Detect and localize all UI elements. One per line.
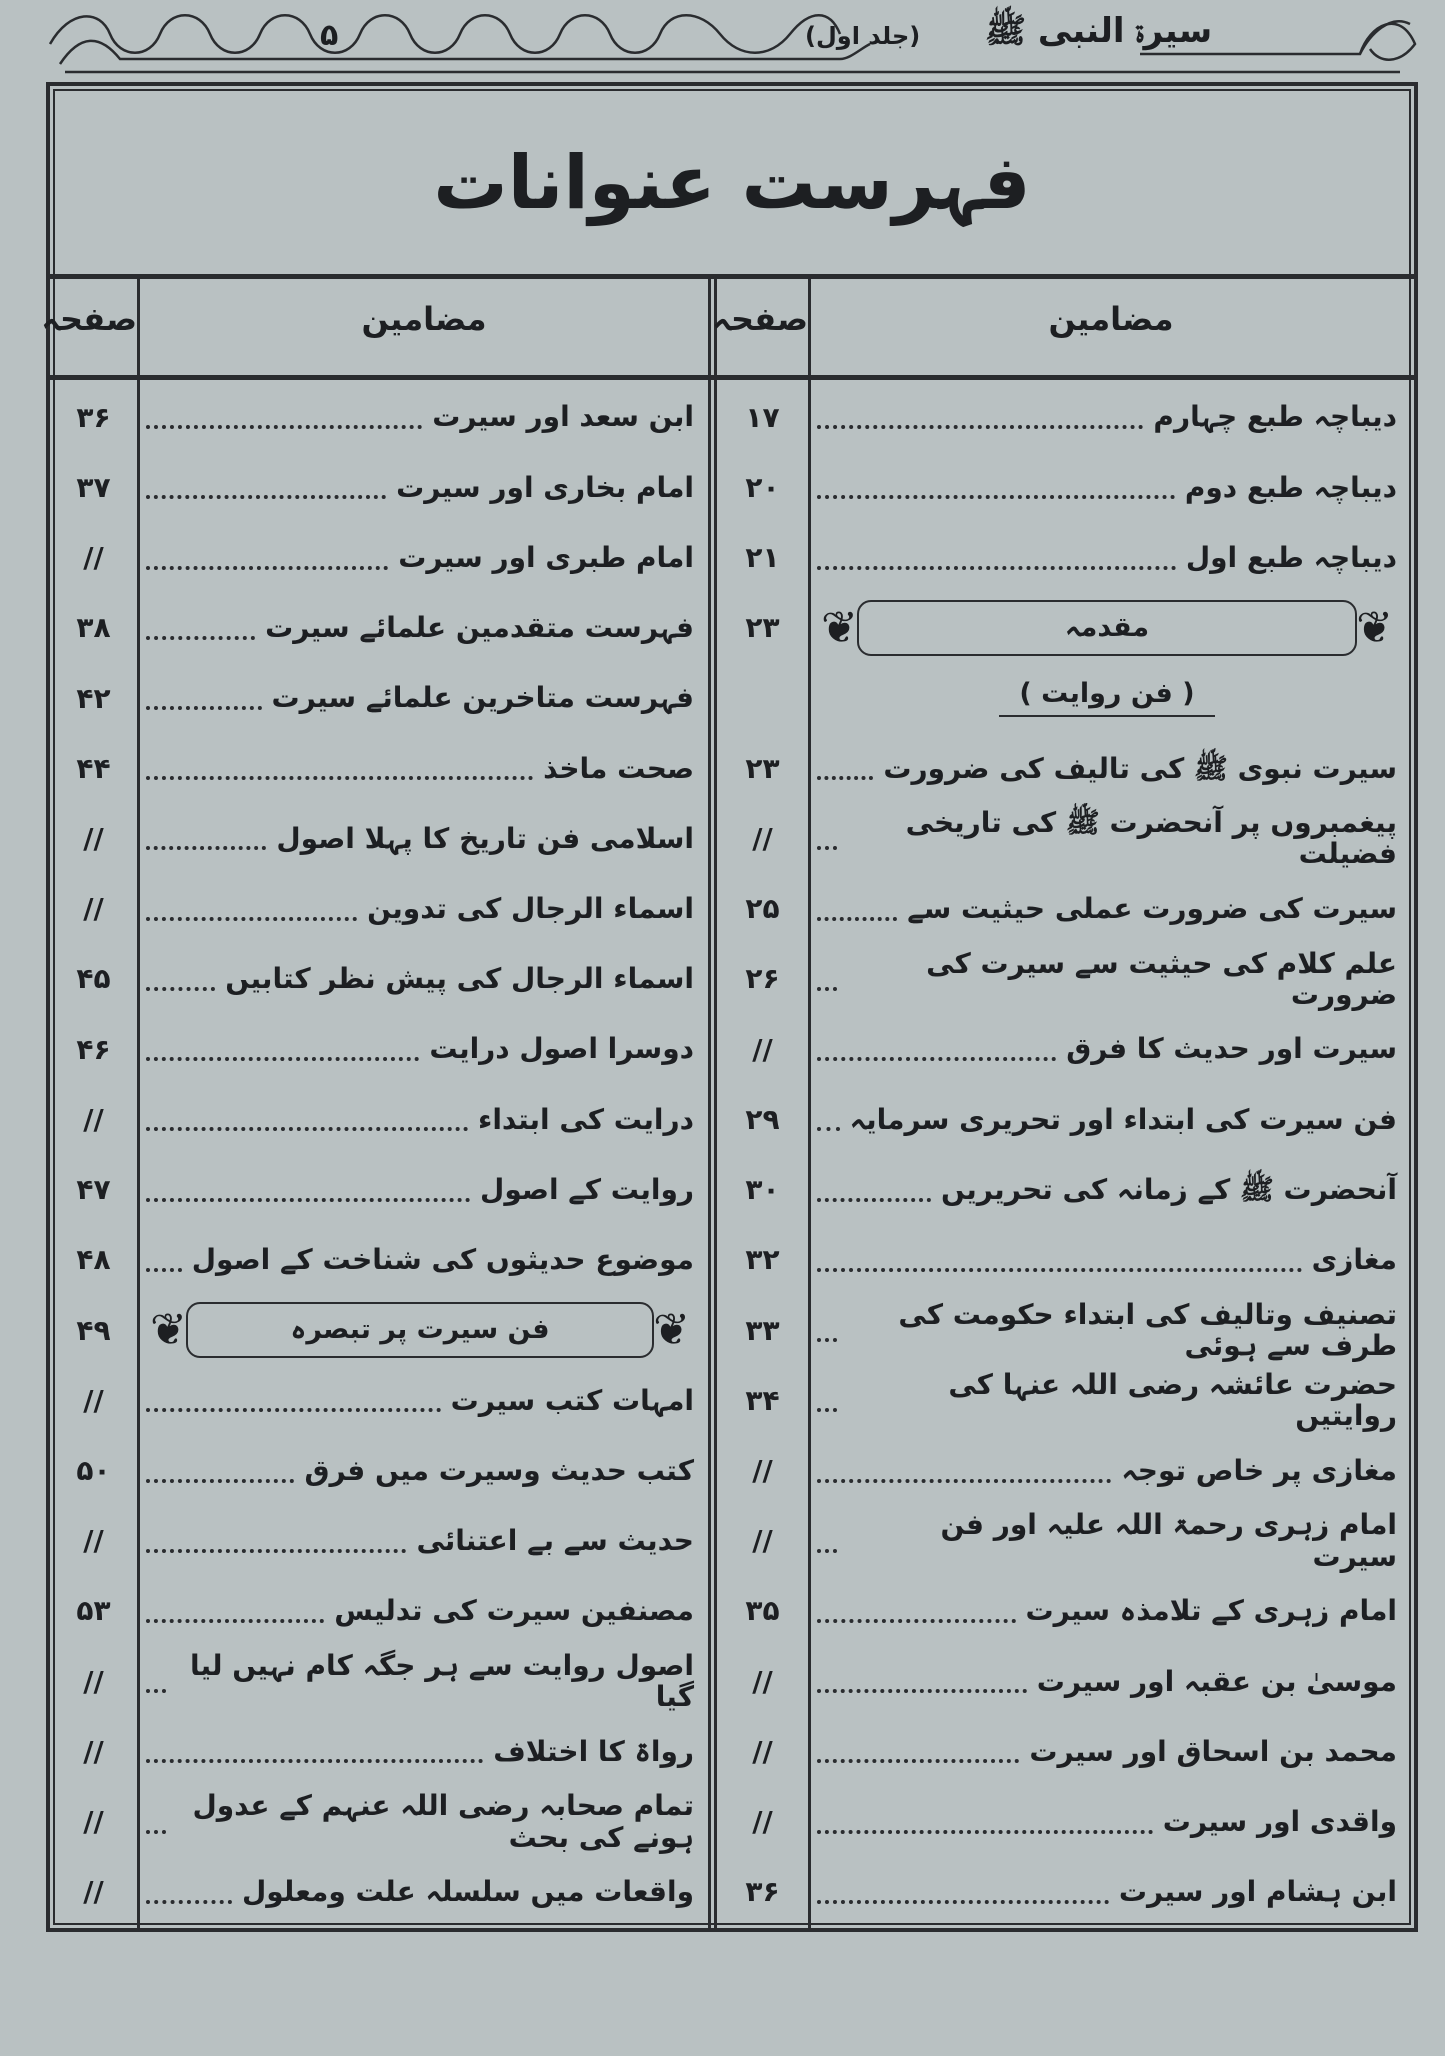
dot-leader: [146, 1268, 182, 1272]
page-title: فہرست عنوانات: [433, 140, 1031, 226]
toc-page-number: //: [83, 1664, 104, 1698]
right-page-heading: صفحہ: [712, 300, 808, 338]
toc-entry[interactable]: [811, 1506, 1411, 1576]
toc-entry-title: امام طبری اور سیرت: [398, 540, 694, 574]
toc-entry-title: امہات کتب سیرت: [450, 1383, 694, 1417]
toc-page-number: ۴۲: [76, 681, 111, 715]
toc-entry[interactable]: [811, 1787, 1411, 1857]
toc-entry[interactable]: [811, 1225, 1411, 1295]
toc-entry-title: آنحضرت ﷺ کے زمانہ کی تحریریں: [941, 1172, 1397, 1206]
toc-entry[interactable]: [140, 1084, 708, 1154]
flourish-icon: ❦: [150, 1304, 187, 1356]
dot-leader: [817, 917, 897, 921]
toc-page-number: ۳۳: [745, 1313, 780, 1347]
toc-entry-title: رواۃ کا اختلاف: [493, 1734, 694, 1768]
toc-entry[interactable]: [140, 1435, 708, 1505]
toc-entry-title: فہرست متقدمین علمائے سیرت: [265, 611, 694, 645]
toc-entry[interactable]: [811, 803, 1411, 873]
dot-leader: [146, 706, 262, 710]
divider: [50, 274, 1414, 279]
toc-page-number: //: [83, 892, 104, 926]
toc-entry-title: دوسرا اصول درایت: [429, 1032, 694, 1066]
toc-entry-title: ابن ہشام اور سیرت: [1118, 1875, 1397, 1909]
toc-page-number: ۳۵: [745, 1594, 780, 1628]
volume-label: (جلد اول): [805, 22, 921, 50]
toc-entry[interactable]: [140, 1646, 708, 1716]
dot-leader: [817, 1830, 1153, 1834]
divider: [708, 278, 711, 1930]
toc-page-number: ۴۵: [76, 962, 111, 996]
dot-leader: [817, 1057, 1056, 1061]
toc-entry[interactable]: [140, 1225, 708, 1295]
toc-page-number: ۳۴: [745, 1383, 780, 1417]
toc-entry-title: دیباچہ طبع اول: [1185, 540, 1397, 574]
toc-page-number: ۵۰: [76, 1454, 111, 1488]
toc-page-number: ۴۶: [76, 1032, 111, 1066]
toc-entry[interactable]: [811, 1857, 1411, 1927]
toc-entry-title: کتب حدیث وسیرت میں فرق: [304, 1453, 694, 1487]
toc-page-number: //: [83, 821, 104, 855]
toc-entry-title: تمام صحابہ رضی اللہ عنہم کے عدول ہونے کی بحث: [192, 1789, 694, 1854]
toc-entry-title: موسیٰ بن عقبہ اور سیرت: [1036, 1664, 1397, 1698]
toc-entry-title: سیرت نبوی ﷺ کی تالیف کی ضرورت: [883, 751, 1397, 785]
toc-entry-title: محمد بن اسحاق اور سیرت: [1029, 1734, 1397, 1768]
toc-page-number: ۴۸: [76, 1243, 111, 1277]
dot-leader: [146, 846, 266, 850]
dot-leader: [146, 1198, 470, 1202]
right-page-column: [717, 382, 808, 1927]
left-topics-column: [140, 382, 708, 1927]
toc-entry[interactable]: [140, 593, 708, 663]
dot-leader: [146, 1057, 419, 1061]
toc-entry[interactable]: [140, 874, 708, 944]
toc-entry-title: واقدی اور سیرت: [1162, 1804, 1397, 1838]
dot-leader: [146, 1830, 166, 1834]
toc-page-number: [717, 663, 808, 733]
toc-entry[interactable]: [140, 1365, 708, 1435]
dot-leader: [146, 1549, 406, 1553]
toc-page-number: //: [83, 1524, 104, 1558]
toc-entry-title: اسماء الرجال کی تدوین: [367, 892, 694, 926]
left-page-column: [50, 382, 137, 1927]
toc-entry-title: مغازی: [1311, 1243, 1397, 1277]
toc-entry[interactable]: [811, 452, 1411, 522]
dot-leader: [817, 566, 1176, 570]
toc-entry-title: اصول روایت سے ہر جگہ کام نہیں لیا گیا: [190, 1648, 694, 1714]
toc-page-number: //: [83, 1805, 104, 1839]
dot-leader: [817, 1549, 837, 1553]
dot-leader: [146, 1479, 294, 1483]
toc-page-number: ۵۳: [76, 1594, 111, 1628]
toc-page-number: ۲۵: [745, 892, 780, 926]
page-number: ۵: [320, 18, 339, 53]
toc-entry-title: صحت ماخذ: [543, 751, 694, 785]
dot-leader: [146, 495, 386, 499]
toc-page-number: ۲۰: [745, 470, 780, 504]
toc-page-number: ۲۳: [745, 611, 780, 645]
toc-entry[interactable]: [140, 1506, 708, 1576]
toc-page-number: //: [752, 1664, 773, 1698]
section-heading[interactable]: [811, 593, 1411, 663]
toc-entry-title: فہرست متاخرین علمائے سیرت: [271, 681, 694, 715]
toc-entry[interactable]: [811, 1646, 1411, 1716]
toc-page-number: ۳۷: [76, 470, 111, 504]
right-topics-heading: مضامین: [1048, 300, 1174, 338]
dot-leader: [146, 636, 255, 640]
toc-entry-title: تصنیف وتالیف کی ابتداء حکومت کی طرف سے ہوئی: [898, 1297, 1397, 1363]
dot-leader: [817, 987, 837, 991]
section-box: [821, 600, 1393, 656]
toc-entry[interactable]: [811, 382, 1411, 452]
left-page-heading: صفحہ: [41, 300, 137, 338]
toc-entry[interactable]: [140, 522, 708, 592]
flourish-icon: ❦: [1356, 602, 1393, 654]
toc-page-number: ۲۶: [745, 962, 780, 996]
toc-page-number: //: [83, 1734, 104, 1768]
toc-page-number: ۳۶: [745, 1875, 780, 1909]
dot-leader: [146, 987, 215, 991]
toc-entry[interactable]: [811, 1154, 1411, 1224]
toc-entry[interactable]: [811, 874, 1411, 944]
toc-entry-title: مغازی پر خاص توجہ: [1121, 1453, 1397, 1487]
toc-entry[interactable]: [140, 663, 708, 733]
toc-entry[interactable]: [140, 1716, 708, 1786]
toc-page-number: ۲۳: [745, 751, 780, 785]
dot-leader: [146, 1689, 166, 1693]
toc-entry[interactable]: [140, 944, 708, 1014]
toc-entry-title: حضرت عائشہ رضی اللہ عنہا کی روایتیں: [948, 1367, 1397, 1433]
toc-page-number: ۳۸: [76, 611, 111, 645]
toc-entry[interactable]: [140, 1154, 708, 1224]
book-title: سیرۃ النبی ﷺ: [985, 11, 1213, 51]
toc-entry-title: پیغمبروں پر آنحضرت ﷺ کی تاریخی فضیلت: [905, 806, 1397, 871]
toc-entry[interactable]: [140, 1857, 708, 1927]
section-title: مقدمہ: [1064, 611, 1150, 643]
dot-leader: [146, 1127, 468, 1131]
toc-entry[interactable]: [811, 733, 1411, 803]
dot-leader: [817, 425, 1143, 429]
toc-page-number: //: [752, 1032, 773, 1066]
toc-entry-title: امام زہری کے تلامذہ سیرت: [1025, 1594, 1397, 1628]
toc-page-number: //: [83, 1875, 104, 1909]
dot-leader: [817, 1198, 931, 1202]
toc-page-number: //: [752, 1454, 773, 1488]
dot-leader: [817, 1759, 1019, 1763]
toc-page-number: //: [83, 541, 104, 575]
toc-entry[interactable]: [140, 1576, 708, 1646]
dot-leader: [817, 495, 1175, 499]
dot-leader: [146, 917, 357, 921]
toc-page-number: ۳۰: [745, 1173, 780, 1207]
toc-entry-title: روایت کے اصول: [480, 1172, 694, 1206]
toc-entry-title: امام بخاری اور سیرت: [396, 470, 694, 504]
dot-leader: [146, 566, 388, 570]
left-topics-heading: مضامین: [361, 300, 487, 338]
toc-entry-title: سیرت اور حدیث کا فرق: [1066, 1032, 1397, 1066]
subsection-heading[interactable]: [811, 663, 1411, 733]
dot-leader: [146, 776, 533, 780]
toc-entry[interactable]: [811, 522, 1411, 592]
toc-page-number: //: [752, 821, 773, 855]
toc-entry-title: سیرت کی ضرورت عملی حیثیت سے: [907, 892, 1397, 926]
toc-page-number: //: [83, 1102, 104, 1136]
toc-entry-title: مصنفین سیرت کی تدلیس: [334, 1594, 694, 1628]
toc-page-number: ۳۲: [745, 1243, 780, 1277]
dot-leader: [817, 1408, 837, 1412]
flourish-icon: ❦: [821, 602, 858, 654]
section-box: [150, 1302, 690, 1358]
toc-page-number: //: [752, 1734, 773, 1768]
toc-entry[interactable]: [811, 944, 1411, 1014]
toc-page-number: ۱۷: [745, 400, 780, 434]
dot-leader: [817, 1689, 1027, 1693]
toc-page-number: ۴۹: [76, 1313, 111, 1347]
dot-leader: [817, 776, 873, 780]
dot-leader: [146, 1619, 324, 1623]
toc-entry-title: دیباچہ طبع چہارم: [1153, 400, 1397, 434]
toc-entry-title: درایت کی ابتداء: [478, 1102, 694, 1136]
dot-leader: [817, 1479, 1111, 1483]
toc-entry-title: واقعات میں سلسلہ علت ومعلول: [241, 1875, 694, 1909]
dot-leader: [817, 1619, 1016, 1623]
toc-page-number: //: [752, 1524, 773, 1558]
dot-leader: [817, 1127, 840, 1131]
right-topics-column: [811, 382, 1411, 1927]
toc-entry-title: دیباچہ طبع دوم: [1184, 470, 1397, 504]
section-heading[interactable]: [140, 1295, 708, 1365]
dot-leader: [146, 1759, 483, 1763]
toc-page-number: ۳۶: [76, 400, 111, 434]
toc-entry-title: فن سیرت کی ابتداء اور تحریری سرمایہ: [849, 1102, 1397, 1136]
toc-entry[interactable]: [140, 1014, 708, 1084]
toc-entry-title: امام زہری رحمۃ اللہ علیہ اور فن سیرت: [940, 1508, 1397, 1573]
toc-page-number: //: [83, 1383, 104, 1417]
flourish-icon: ❦: [653, 1304, 690, 1356]
toc-entry[interactable]: [811, 1576, 1411, 1646]
dot-leader: [817, 1268, 1302, 1272]
toc-entry[interactable]: [140, 452, 708, 522]
decorative-header-border: [40, 4, 1420, 82]
toc-page-number: //: [752, 1805, 773, 1839]
toc-entry[interactable]: [140, 382, 708, 452]
toc-entry[interactable]: [140, 1787, 708, 1857]
subsection-title: ( فن روایت ): [999, 679, 1214, 717]
dot-leader: [146, 1900, 232, 1904]
toc-entry-title: علم کلام کی حیثیت سے سیرت کی ضرورت: [926, 946, 1397, 1011]
dot-leader: [817, 1900, 1109, 1904]
dot-leader: [817, 846, 837, 850]
toc-page-number: ۴۷: [76, 1173, 111, 1207]
toc-entry[interactable]: [140, 733, 708, 803]
toc-page-number: ۲۹: [745, 1102, 780, 1136]
toc-entry[interactable]: [811, 1295, 1411, 1365]
dot-leader: [146, 425, 422, 429]
dot-leader: [817, 1338, 837, 1342]
toc-entry[interactable]: [811, 1716, 1411, 1786]
section-title: فن سیرت پر تبصرہ: [290, 1313, 550, 1345]
toc-entry[interactable]: [811, 1365, 1411, 1435]
toc-entry-title: اسماء الرجال کی پیش نظر کتابیں: [225, 962, 694, 996]
toc-entry[interactable]: [811, 1435, 1411, 1505]
toc-entry[interactable]: [140, 803, 708, 873]
dot-leader: [146, 1408, 441, 1412]
toc-page-number: ۴۴: [76, 751, 111, 785]
toc-page-number: ۲۱: [745, 541, 780, 575]
toc-entry-title: حدیث سے بے اعتنائی: [416, 1524, 694, 1558]
toc-entry[interactable]: [811, 1084, 1411, 1154]
divider: [50, 375, 1414, 380]
toc-entry-title: اسلامی فن تاریخ کا پہلا اصول: [276, 821, 694, 855]
toc-entry[interactable]: [811, 1014, 1411, 1084]
toc-entry-title: موضوع حدیثوں کی شناخت کے اصول: [191, 1243, 694, 1277]
toc-entry-title: ابن سعد اور سیرت: [432, 400, 694, 434]
